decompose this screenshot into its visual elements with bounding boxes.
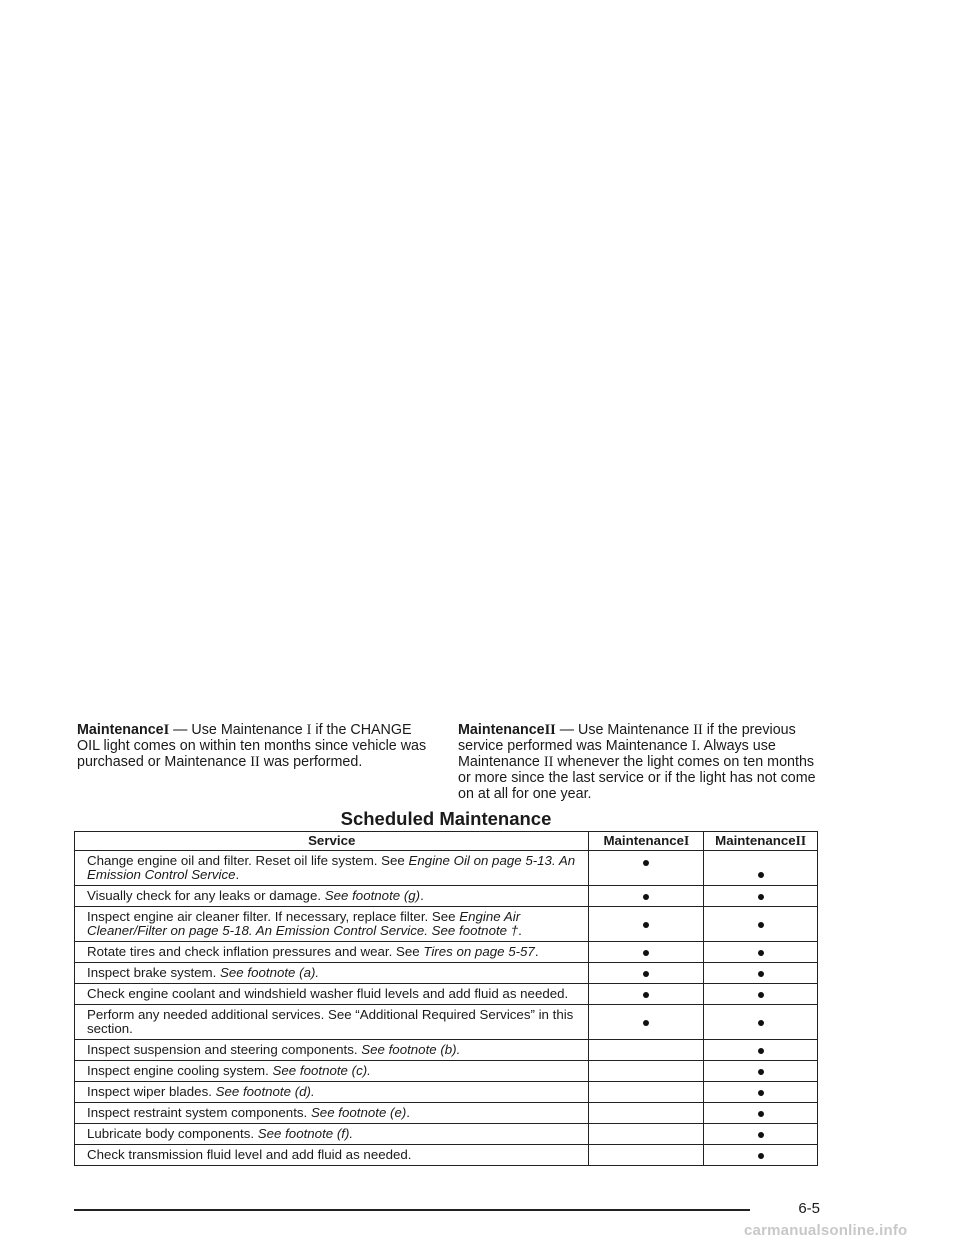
table-row xyxy=(75,907,818,942)
service-text: Rotate tires and check inflation pressures and wear. See xyxy=(87,944,424,959)
bullet-icon xyxy=(758,1132,764,1138)
maintenance-ii-cell xyxy=(704,886,818,907)
maintenance-i-cell xyxy=(589,1082,704,1103)
page-reference: See footnote (d). xyxy=(215,1084,315,1099)
bullet-icon xyxy=(758,1111,764,1117)
service-cell xyxy=(75,1145,589,1166)
maintenance-i-cell xyxy=(589,963,704,984)
bullet-icon xyxy=(643,950,649,956)
bullet-icon xyxy=(758,950,764,956)
maintenance-i-label: MaintenanceI xyxy=(77,722,170,738)
service-cell xyxy=(75,1103,589,1124)
service-text-end: . xyxy=(235,867,240,882)
service-text: Inspect engine air cleaner filter. If necessary, replace filter. See xyxy=(87,909,460,924)
service-cell xyxy=(75,963,589,984)
page-reference: See footnote (c). xyxy=(272,1063,371,1078)
service-cell xyxy=(75,907,589,942)
maintenance-ii-description: MaintenanceII — Use Maintenance II if the previous service performed was Maintenance I. Always use Maintenance II whenever the light comes on ten months or more since the last service or if the light has not come on at all for one year. xyxy=(458,722,816,802)
bullet-icon xyxy=(758,872,764,878)
bullet-icon xyxy=(758,1153,764,1159)
maintenance-ii-cell xyxy=(704,1061,818,1082)
service-cell xyxy=(75,1124,589,1145)
service-text: Inspect engine cooling system. xyxy=(87,1063,273,1078)
service-text-end: . xyxy=(420,888,424,903)
table-header-row xyxy=(75,832,818,851)
maintenance-ii-cell xyxy=(704,1040,818,1061)
maintenance-ii-label: MaintenanceII xyxy=(458,722,556,738)
table-row xyxy=(75,851,818,886)
bullet-icon xyxy=(643,1020,649,1026)
table-row xyxy=(75,942,818,963)
maintenance-ii-cell xyxy=(704,1005,818,1040)
maintenance-ii-cell xyxy=(704,907,818,942)
service-cell xyxy=(75,942,589,963)
page-reference: See footnote (a). xyxy=(220,965,320,980)
bullet-icon xyxy=(758,971,764,977)
service-text: Check engine coolant and windshield washer fluid levels and add fluid as needed. xyxy=(87,986,569,1001)
page-reference: Tires on page 5-57 xyxy=(423,944,535,959)
maintenance-i-cell xyxy=(589,851,704,886)
maintenance-i-cell xyxy=(589,1103,704,1124)
page-reference: See footnote (g) xyxy=(324,888,421,903)
bullet-icon xyxy=(643,922,649,928)
service-text: Change engine oil and filter. Reset oil life system. See xyxy=(87,853,409,868)
table-row xyxy=(75,1103,818,1124)
maintenance-i-cell xyxy=(589,1061,704,1082)
page-reference: Engine Air Cleaner/Filter on page 5-18. An Emission Control Service. See footnote † xyxy=(87,909,521,938)
maintenance-i-cell xyxy=(589,886,704,907)
maintenance-ii-cell xyxy=(704,1103,818,1124)
page-number: 6-5 xyxy=(798,1200,820,1217)
service-cell xyxy=(75,1005,589,1040)
bullet-icon xyxy=(643,860,649,866)
footer-rule xyxy=(74,1209,750,1211)
service-text: Inspect suspension and steering components. xyxy=(87,1042,362,1057)
service-text-end: . xyxy=(534,944,539,959)
page-reference: Engine Oil on page 5-13. An Emission Control Service xyxy=(87,853,576,882)
table-row xyxy=(75,1040,818,1061)
bullet-icon xyxy=(758,922,764,928)
header-maintenance-i: MaintenanceI xyxy=(589,832,704,851)
table-row xyxy=(75,1082,818,1103)
maintenance-i-cell xyxy=(589,907,704,942)
page-reference: See footnote (b). xyxy=(361,1042,461,1057)
maintenance-ii-cell xyxy=(704,942,818,963)
bullet-icon xyxy=(643,992,649,998)
table-row xyxy=(75,1061,818,1082)
watermark: carmanualsonline.info xyxy=(744,1222,908,1239)
service-cell xyxy=(75,984,589,1005)
service-text: Lubricate body components. xyxy=(87,1126,258,1141)
service-text: Inspect brake system. xyxy=(87,965,221,980)
bullet-icon xyxy=(758,1048,764,1054)
service-cell xyxy=(75,1061,589,1082)
service-text: Inspect restraint system components. xyxy=(87,1105,311,1120)
service-text: Check transmission fluid level and add fluid as needed. xyxy=(87,1147,412,1162)
maintenance-i-cell xyxy=(589,942,704,963)
bullet-icon xyxy=(758,1020,764,1026)
maintenance-i-cell xyxy=(589,1145,704,1166)
maintenance-i-description: MaintenanceI — Use Maintenance I if the CHANGE OIL light comes on within ten months since vehicle was purchased or Maintenance II was performed. xyxy=(77,722,427,770)
table-title: Scheduled Maintenance xyxy=(340,808,552,829)
table-row xyxy=(75,1145,818,1166)
bullet-icon xyxy=(643,894,649,900)
service-cell xyxy=(75,851,589,886)
maintenance-ii-cell xyxy=(704,1124,818,1145)
maintenance-i-cell xyxy=(589,984,704,1005)
service-text: Inspect wiper blades. xyxy=(87,1084,216,1099)
service-text: Visually check for any leaks or damage. xyxy=(87,888,325,903)
table-row xyxy=(75,1124,818,1145)
maintenance-ii-cell xyxy=(704,984,818,1005)
header-service: Service xyxy=(75,832,589,851)
maintenance-ii-cell xyxy=(704,1082,818,1103)
service-text-end: . xyxy=(406,1105,410,1120)
table-row xyxy=(75,1005,818,1040)
service-cell xyxy=(75,1082,589,1103)
bullet-icon xyxy=(758,894,764,900)
bullet-icon xyxy=(758,1069,764,1075)
service-cell xyxy=(75,886,589,907)
service-cell xyxy=(75,1040,589,1061)
page-reference: See footnote (f). xyxy=(257,1126,354,1141)
bullet-icon xyxy=(758,1090,764,1096)
header-maintenance-ii: MaintenanceII xyxy=(704,832,818,851)
maintenance-i-cell xyxy=(589,1124,704,1145)
scheduled-maintenance-table xyxy=(74,831,818,1166)
maintenance-ii-cell xyxy=(704,963,818,984)
page-reference: See footnote (e) xyxy=(310,1105,407,1120)
maintenance-i-cell xyxy=(589,1005,704,1040)
table-row xyxy=(75,886,818,907)
table-row xyxy=(75,963,818,984)
table-row xyxy=(75,984,818,1005)
service-text: Perform any needed additional services. See “Additional Required Services” in this section. xyxy=(87,1007,574,1036)
bullet-icon xyxy=(643,971,649,977)
maintenance-ii-cell xyxy=(704,851,818,886)
service-text-end: . xyxy=(518,923,522,938)
maintenance-i-cell xyxy=(589,1040,704,1061)
bullet-icon xyxy=(758,992,764,998)
maintenance-ii-cell xyxy=(704,1145,818,1166)
